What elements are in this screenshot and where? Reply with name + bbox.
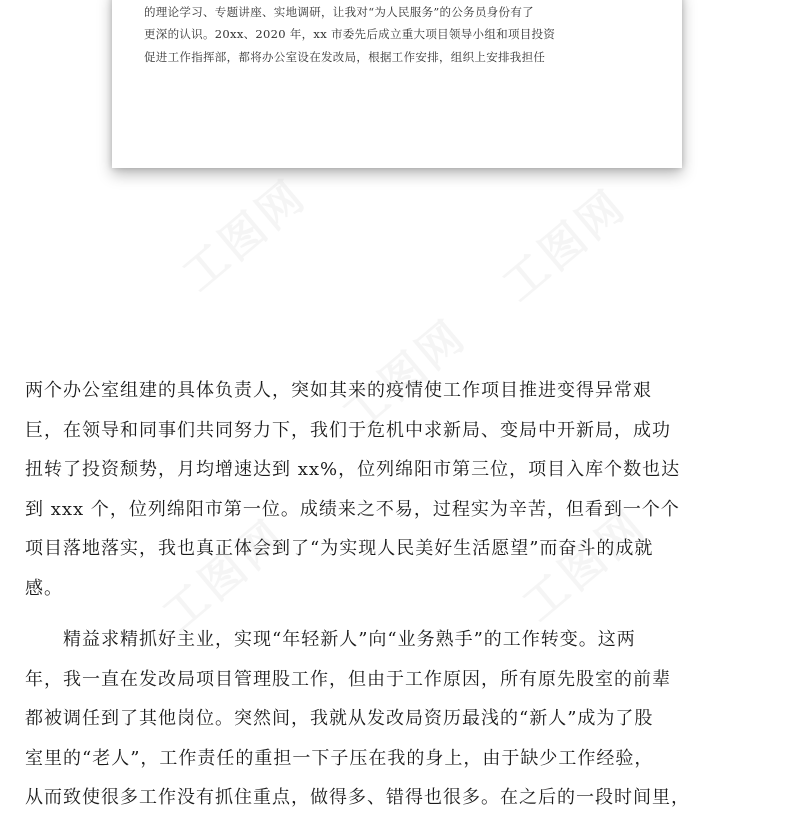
document-page-preview <box>112 0 682 168</box>
watermark: 工图网 <box>333 309 477 442</box>
preview-line: 的理论学习、专题讲座、实地调研，让我对“为人民服务”的公务员身份有了 <box>144 4 534 19</box>
paragraph-2-line: 从而致使很多工作没有抓住重点，做得多、错得也很多。在之后的一段时间里， <box>25 787 690 808</box>
paragraph-1-line: 扭转了投资颓势，月均增速达到 xx%，位列绵阳市第三位，项目入库个数也达 <box>25 459 681 480</box>
paragraph-2-line: 室里的“老人”，工作责任的重担一下子压在我的身上，由于缺少工作经验， <box>25 747 654 769</box>
preview-line: 促进工作指挥部，都将办公室设在发改局，根据工作安排，组织上安排我担任 <box>144 49 546 64</box>
paragraph-1-line: 巨，在领导和同事们共同努力下，我们于危机中求新局、变局中开新局，成功 <box>25 419 671 441</box>
paragraph-2-line: 年，我一直在发改局项目管理股工作，但由于工作原因，所有原先股室的前辈 <box>25 668 671 690</box>
watermark: 工图网 <box>153 509 297 642</box>
paragraph-1-line: 感。 <box>25 577 63 599</box>
paragraph-1-line: 到 xxx 个，位列绵阳市第一位。成绩来之不易，过程实为辛苦，但看到一个个 <box>25 498 680 520</box>
document-body <box>25 371 745 818</box>
preview-line: 更深的认识。20xx、2020 年，xx 市委先后成立重大项目领导小组和项目投资 <box>144 27 556 41</box>
watermark: 工图网 <box>513 499 657 632</box>
watermark: 工图网 <box>493 179 637 312</box>
paragraph-1-line: 两个办公室组建的具体负责人，突如其来的疫情使工作项目推进变得异常艰 <box>25 380 652 401</box>
paragraph-2-line: 都被调任到了其他岗位。突然间，我就从发改局资历最浅的“新人”成为了股 <box>25 708 654 729</box>
preview-text <box>144 0 644 68</box>
paragraph-1-line: 项目落地落实，我也真正体会到了“为实现人民美好生活愿望”而奋斗的成就 <box>25 538 654 559</box>
watermark: 工图网 <box>173 169 317 302</box>
paragraph-2-line: 精益求精抓好主业，实现“年轻新人”向“业务熟手”的工作转变。这两 <box>63 629 636 650</box>
